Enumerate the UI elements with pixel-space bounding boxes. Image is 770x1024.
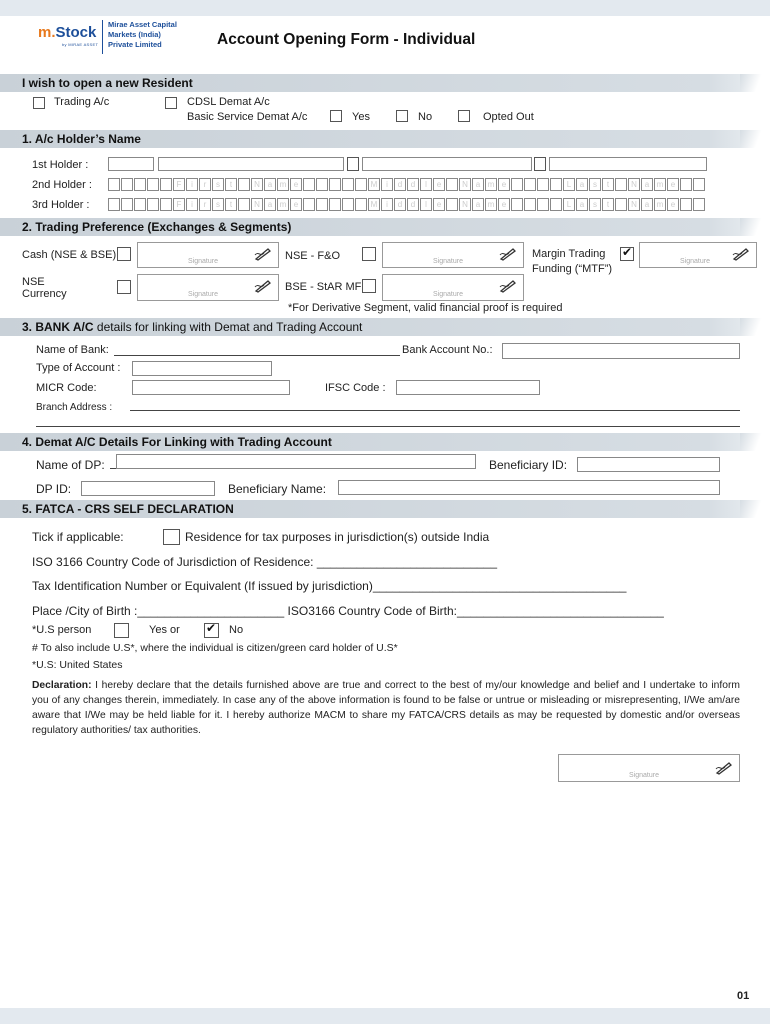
name-cell[interactable]: l [420,198,432,211]
name-cell[interactable] [121,178,133,191]
section3-heading [22,320,362,334]
name-cell[interactable] [524,178,536,191]
us-person-no-label: No [229,624,244,636]
mtf-signature-box[interactable] [639,242,757,268]
holder-3-name-cells[interactable] [108,198,706,211]
name-cell[interactable]: m [485,198,497,211]
holder-1-label: 1st Holder : [32,159,89,171]
pen-icon [254,279,272,293]
name-cell[interactable] [147,178,159,191]
cdsl-demat-checkbox[interactable] [165,97,177,109]
name-cell[interactable]: L [563,198,575,211]
name-cell[interactable]: F [173,178,185,191]
branch-label: Branch Address : [36,402,113,413]
section5-heading: 5. FATCA - CRS SELF DECLARATION [22,502,234,516]
name-cell[interactable]: N [251,198,263,211]
name-cell[interactable] [316,178,328,191]
name-cell[interactable]: t [602,178,614,191]
nse-currency-signature-box[interactable] [137,274,279,301]
bsda-yes-label: Yes [352,111,370,123]
name-cell[interactable] [303,198,315,211]
name-cell[interactable] [550,198,562,211]
ifsc-field[interactable] [396,380,540,395]
cash-checkbox[interactable] [117,247,131,261]
signature-placeholder: Signature [680,258,710,265]
name-cell[interactable] [355,178,367,191]
name-cell[interactable]: a [264,198,276,211]
name-cell[interactable]: s [212,198,224,211]
tick-applicable-label: Tick if applicable: [32,530,124,544]
holder-1-checkbox-a[interactable] [347,157,359,171]
cash-signature-box[interactable] [137,242,279,268]
account-type-field[interactable] [132,361,272,376]
pen-icon [254,247,272,261]
name-cell[interactable] [550,178,562,191]
name-cell[interactable] [134,178,146,191]
margin-trading-line1: Margin Trading [532,248,606,260]
company-line-2: Markets (India) [108,30,161,39]
name-cell[interactable]: i [381,178,393,191]
section2-band [0,218,770,236]
name-cell[interactable]: d [394,178,406,191]
name-cell[interactable] [147,198,159,211]
name-cell[interactable] [316,198,328,211]
name-cell[interactable] [303,178,315,191]
account-no-field[interactable] [502,343,740,359]
name-cell[interactable] [615,198,627,211]
residence-checkbox[interactable] [163,529,180,545]
holder-3-label: 3rd Holder : [32,199,90,211]
name-cell[interactable]: e [290,198,302,211]
section4-band [0,433,770,451]
signature-placeholder: Signature [433,291,463,298]
holder-2-label: 2nd Holder : [32,179,92,191]
derivative-note: *For Derivative Segment, valid financial proof is required [288,302,563,314]
name-cell[interactable]: d [394,198,406,211]
residence-label: Residence for tax purposes in jurisdiction(s) outside India [185,530,490,544]
section2-heading: 2. Trading Preference (Exchanges & Segments) [22,220,292,234]
bsda-no-label: No [418,111,433,123]
ifsc-label: IFSC Code : [325,382,386,394]
name-cell[interactable]: e [433,198,445,211]
nse-fo-label: NSE - F&O [285,250,341,262]
name-cell[interactable]: N [459,178,471,191]
name-cell[interactable] [693,178,705,191]
us-note-2: *U.S: United States [32,659,123,671]
logo-brand-text: Stock [55,24,97,41]
holder-1-checkbox-b[interactable] [534,157,546,171]
name-cell[interactable] [134,198,146,211]
name-cell[interactable] [680,198,692,211]
holder-2-name-cells[interactable] [108,178,706,191]
name-cell[interactable]: e [498,198,510,211]
name-cell[interactable] [446,198,458,211]
declaration-text: I hereby declare that the details furnished above are true and correct to the best of my/our knowledge and belief and I undertake to inform you of any changes therein, immediately. In case any of the above information is found to be false or untrue or misleading or misrepresenting, I/We am/are aware that I/We may be held liable for it. I hereby authorize MACM to share my FATCA/CRS details as may be requested by domestic and/or overseas regulatory authorities/ tax authorities. [32,680,740,736]
name-cell[interactable]: m [654,198,666,211]
trading-ac-label: Trading A/c [54,96,110,108]
name-cell[interactable] [160,178,172,191]
name-cell[interactable]: l [420,178,432,191]
cdsl-demat-label: CDSL Demat A/c [187,96,270,108]
name-cell[interactable]: d [407,178,419,191]
opted-out-checkbox[interactable] [458,110,470,122]
bsda-yes-checkbox[interactable] [330,110,342,122]
micr-label: MICR Code: [36,382,97,394]
name-cell[interactable] [108,178,120,191]
branch-field-line2[interactable] [36,426,740,427]
name-cell[interactable]: t [602,198,614,211]
name-cell[interactable]: N [628,178,640,191]
section1-band [0,130,770,148]
name-cell[interactable]: a [576,198,588,211]
cash-label: Cash (NSE & BSE) [22,249,117,261]
name-cell[interactable] [446,178,458,191]
name-cell[interactable] [342,198,354,211]
name-cell[interactable]: M [368,178,380,191]
signature-placeholder: Signature [188,258,218,265]
beneficiary-id-label: Beneficiary ID: [489,458,568,472]
name-cell[interactable] [108,198,120,211]
name-cell[interactable] [121,198,133,211]
trading-ac-checkbox[interactable] [33,97,45,109]
beneficiary-name-label: Beneficiary Name: [228,482,327,496]
margin-trading-line2: Funding (“MTF”) [532,263,613,275]
declaration-signature-box[interactable] [558,754,740,782]
us-person-yes-checkbox[interactable] [114,623,129,638]
declaration-label: Declaration: [32,680,92,691]
pen-icon [499,279,517,293]
dp-name-field[interactable] [116,454,476,469]
name-cell[interactable]: s [212,178,224,191]
name-cell[interactable] [537,178,549,191]
page-number: 01 [737,990,750,1002]
name-cell[interactable]: N [251,178,263,191]
micr-field[interactable] [132,380,290,395]
name-cell[interactable]: e [667,198,679,211]
name-cell[interactable] [329,198,341,211]
iso-residence-line[interactable]: ISO 3166 Country Code of Jurisdiction of Residence: ___________________________ [32,555,498,569]
name-cell[interactable]: a [264,178,276,191]
nse-currency-checkbox[interactable] [117,280,131,294]
bse-star-label: BSE - StAR MF [285,281,362,293]
name-cell[interactable]: i [381,198,393,211]
pen-icon [499,247,517,261]
section3-band [0,318,770,336]
name-cell[interactable]: a [576,178,588,191]
us-person-yes-label: Yes or [149,624,180,636]
name-cell[interactable]: r [199,198,211,211]
place-of-birth-line[interactable]: Place /City of Birth :______________________ ISO3166 Country Code of Birth:_______________________________ [32,604,664,618]
name-cell[interactable]: s [589,198,601,211]
name-cell[interactable]: s [589,178,601,191]
holder-1-first-name-field[interactable] [158,157,344,171]
margin-trading-checkbox[interactable] [620,247,634,261]
name-cell[interactable] [537,198,549,211]
bse-star-checkbox[interactable] [362,279,376,293]
beneficiary-id-field[interactable] [577,457,720,472]
section5-band [0,500,770,518]
dp-id-field[interactable] [81,481,215,496]
name-cell[interactable]: e [667,178,679,191]
nse-fo-signature-box[interactable] [382,242,524,268]
name-cell[interactable] [693,198,705,211]
logo-main-text: m. [38,24,56,41]
holder-1-middle-name-field[interactable] [362,157,532,171]
nse-fo-checkbox[interactable] [362,247,376,261]
account-type-label: Type of Account : [36,362,121,374]
company-line-3: Private Limited [108,40,162,49]
name-cell[interactable]: m [654,178,666,191]
name-cell[interactable]: e [433,178,445,191]
name-cell[interactable]: N [459,198,471,211]
section3-heading-rest: details for linking with Demat and Trading Account [93,320,363,334]
margin-trading-label [532,247,612,277]
tin-line[interactable]: Tax Identification Number or Equivalent (If issued by jurisdiction)______________________________________ [32,579,627,593]
nse-currency-label [22,276,67,300]
opted-out-label: Opted Out [483,111,534,123]
declaration [32,678,740,738]
logo-sub-text: by MIRAE ASSET [62,42,99,47]
section4-heading: 4. Demat A/C Details For Linking with Trading Account [22,435,332,449]
company-line-1: Mirae Asset Capital [108,20,177,29]
beneficiary-name-field[interactable] [338,480,720,495]
page-title: Account Opening Form - Individual [217,31,476,48]
name-cell[interactable]: d [407,198,419,211]
signature-placeholder: Signature [629,772,659,779]
name-cell[interactable]: t [225,198,237,211]
name-cell[interactable]: m [277,178,289,191]
name-cell[interactable]: e [290,178,302,191]
name-cell[interactable]: t [225,178,237,191]
name-cell[interactable] [680,178,692,191]
name-cell[interactable] [160,198,172,211]
nse-currency-line1: NSE [22,276,45,288]
us-person-no-checkbox[interactable] [204,623,219,638]
name-cell[interactable]: i [186,178,198,191]
holder-1-title-field[interactable] [108,157,154,171]
us-person-label: *U.S person [32,624,92,636]
name-cell[interactable]: L [563,178,575,191]
name-cell[interactable] [511,178,523,191]
name-cell[interactable] [615,178,627,191]
name-cell[interactable]: e [498,178,510,191]
branch-field-line1[interactable] [130,410,740,411]
nse-currency-line2: Currency [22,288,67,300]
signature-placeholder: Signature [433,258,463,265]
name-cell[interactable]: i [186,198,198,211]
bse-star-signature-box[interactable] [382,274,524,301]
name-cell[interactable] [342,178,354,191]
name-cell[interactable]: a [641,198,653,211]
logo-divider [102,20,103,54]
name-cell[interactable]: m [485,178,497,191]
company-name [108,20,177,50]
name-cell[interactable] [355,198,367,211]
name-cell[interactable] [238,198,250,211]
mstock-logo [38,24,99,47]
name-cell[interactable]: F [173,198,185,211]
intro-band [0,74,770,92]
name-cell[interactable]: m [277,198,289,211]
name-cell[interactable] [238,178,250,191]
name-cell[interactable]: a [641,178,653,191]
dp-id-label: DP ID: [36,482,72,496]
bottom-decorative-bar [0,1008,770,1024]
name-cell[interactable]: M [368,198,380,211]
bank-name-field[interactable] [114,355,400,356]
name-cell[interactable] [511,198,523,211]
pen-icon [732,247,750,261]
name-cell[interactable]: a [472,198,484,211]
name-cell[interactable]: N [628,198,640,211]
name-cell[interactable] [524,198,536,211]
pen-icon [715,761,733,775]
dp-name-label: Name of DP: [36,458,105,472]
bsda-no-checkbox[interactable] [396,110,408,122]
signature-placeholder: Signature [188,291,218,298]
bank-name-label: Name of Bank: [36,344,109,356]
name-cell[interactable]: r [199,178,211,191]
section1-heading: 1. A/c Holder’s Name [22,132,141,146]
bsda-label: Basic Service Demat A/c [187,111,308,123]
section3-heading-bold: 3. BANK A/C [22,320,94,334]
name-cell[interactable]: a [472,178,484,191]
name-cell[interactable] [329,178,341,191]
top-decorative-bar [0,0,770,16]
us-note-1: # To also include U.S*, where the individual is citizen/green card holder of U.S* [32,642,398,654]
holder-1-last-name-field[interactable] [549,157,707,171]
account-no-label: Bank Account No.: [402,344,493,356]
intro-heading: I wish to open a new Resident [22,76,193,90]
